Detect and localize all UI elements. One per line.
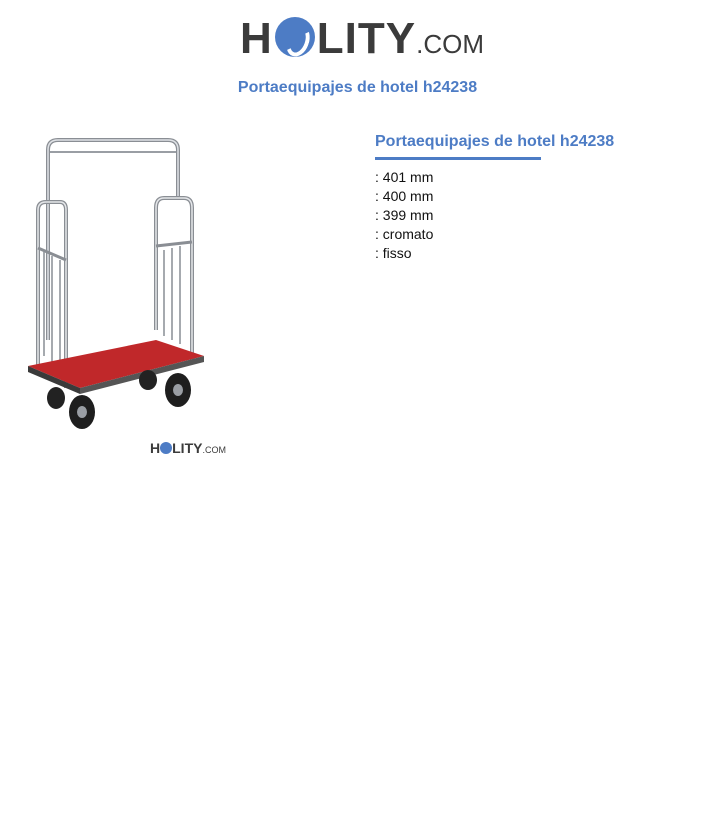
watermark-o-icon — [160, 442, 172, 454]
logo-o-icon — [275, 17, 315, 57]
spec-item: : 400 mm — [375, 188, 434, 204]
spec-item: : fisso — [375, 245, 412, 261]
spec-list — [375, 168, 705, 263]
watermark-logo: H LITY.COM — [150, 440, 226, 456]
spec-panel — [375, 131, 705, 263]
spec-item: : 399 mm — [375, 207, 434, 223]
luggage-cart-image — [20, 130, 220, 440]
spec-title: Portaequipajes de hotel h24238 — [375, 133, 615, 150]
spec-item: : 401 mm — [375, 169, 434, 185]
holity-logo[interactable] — [240, 12, 484, 66]
page-title: Portaequipajes de hotel h24238 — [237, 79, 478, 96]
spec-item: : cromato — [375, 226, 434, 242]
spec-title-underline — [375, 157, 541, 160]
logo-wordmark: H LITY.COM — [240, 14, 484, 63]
